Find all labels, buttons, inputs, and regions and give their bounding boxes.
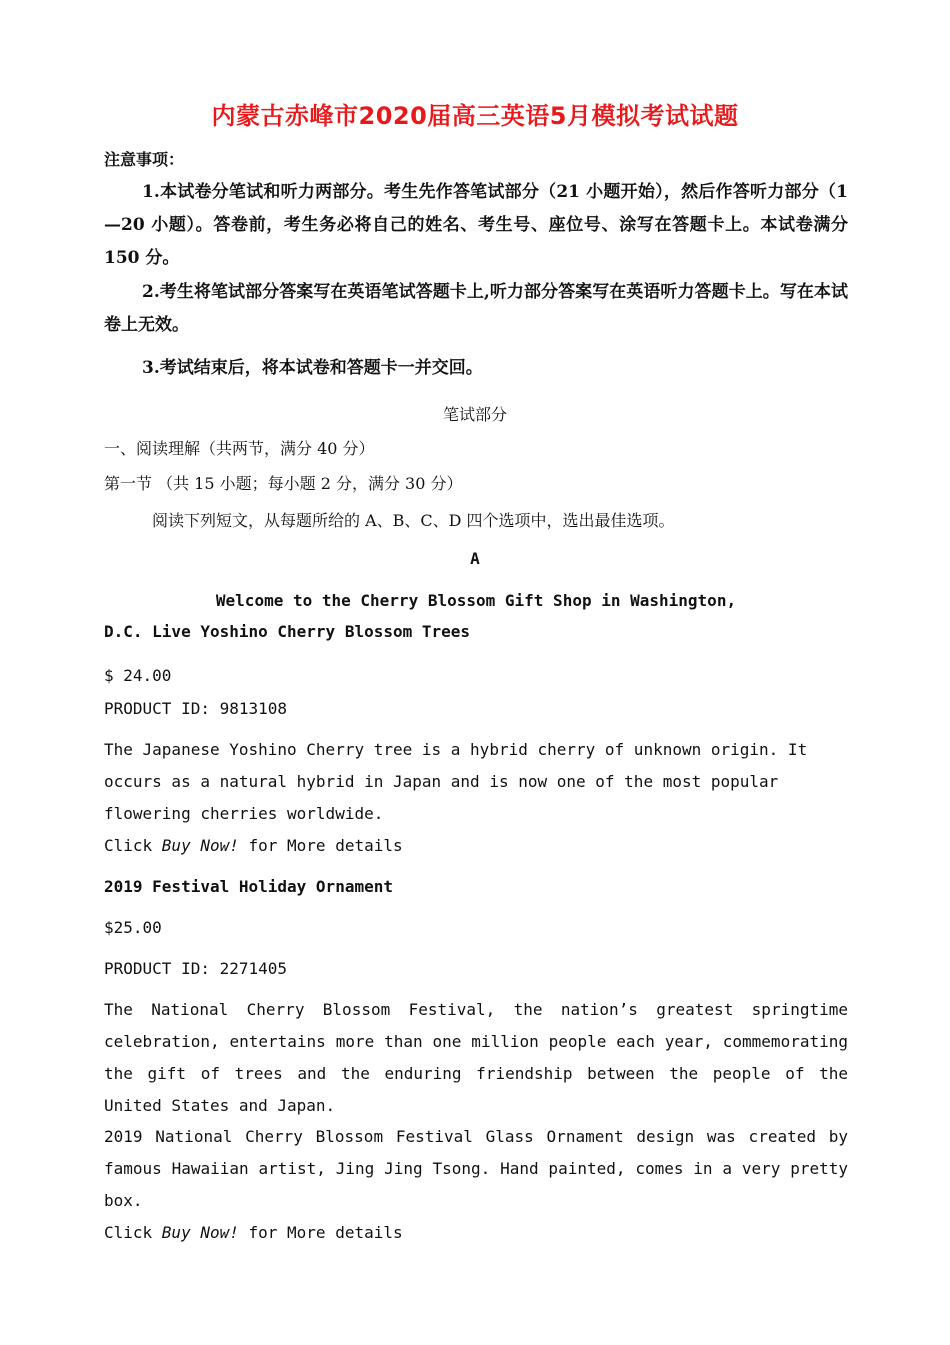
item2-description-1: The National Cherry Blossom Festival, the nation’s greatest springtime celebration, entertains more than one million people each year, commemorating the gift of trees and the enduring friendship between the people of the United States and Japan. <box>104 1000 848 1115</box>
notice-item-1: 1.本试卷分笔试和听力两部分。考生先作答笔试部分（21 小题开始），然后作答听力部分（1—20 小题）。答卷前，考生务必将自己的姓名、考生号、座位号、涂写在答题卡上。本试卷满分 150 分。 <box>104 182 848 268</box>
section-label: 笔试部分 <box>442 405 507 424</box>
item2-click-line <box>104 1217 848 1249</box>
item2-product-id: PRODUCT ID: 2271405 <box>104 959 288 978</box>
item2-price: $25.00 <box>104 918 162 937</box>
part-heading: 一、阅读理解（共两节，满分 40 分） <box>104 439 375 458</box>
passage-heading-line-1: Welcome to the Cherry Blossom Gift Shop in Washington, <box>215 591 737 610</box>
buy-now-link: Buy Now! <box>161 1223 239 1242</box>
subsection-heading: 第一节 （共 15 小题；每小题 2 分，满分 30 分） <box>104 474 463 493</box>
passage-heading-line-2: D.C. Live Yoshino Cherry Blossom Trees <box>104 622 471 641</box>
item1-product-id: PRODUCT ID: 9813108 <box>104 699 288 718</box>
reading-instruction: 阅读下列短文，从每题所给的 A、B、C、D 四个选项中，选出最佳选项。 <box>152 511 675 530</box>
item2-description-2: 2019 National Cherry Blossom Festival Glass Ornament design was created by famous Hawaiian artist, Jing Jing Tsong. Hand painted, comes in a very pretty box. <box>104 1127 848 1210</box>
page-title: 内蒙古赤峰市2020届高三英语5月模拟考试试题 <box>211 102 739 130</box>
item1-click-line <box>104 830 848 862</box>
click-prefix: Click <box>104 1223 162 1242</box>
notice-item-3: 3.考试结束后，将本试卷和答题卡一并交回。 <box>142 358 483 378</box>
click-suffix: for More details <box>238 1223 403 1242</box>
click-prefix: Click <box>104 836 162 855</box>
click-suffix: for More details <box>238 836 403 855</box>
passage-label: A <box>470 549 480 568</box>
buy-now-link: Buy Now! <box>161 836 239 855</box>
item1-price: $ 24.00 <box>104 666 172 685</box>
notice-heading: 注意事项： <box>104 150 185 169</box>
notice-item-2: 2.考生将笔试部分答案写在英语笔试答题卡上,听力部分答案写在英语听力答题卡上。写在本试卷上无效。 <box>104 282 848 335</box>
item2-name: 2019 Festival Holiday Ornament <box>104 877 393 896</box>
item1-description: The Japanese Yoshino Cherry tree is a hybrid cherry of unknown origin. It occurs as a natural hybrid in Japan and is now one of the most popular flowering cherries worldwide. <box>104 740 808 823</box>
